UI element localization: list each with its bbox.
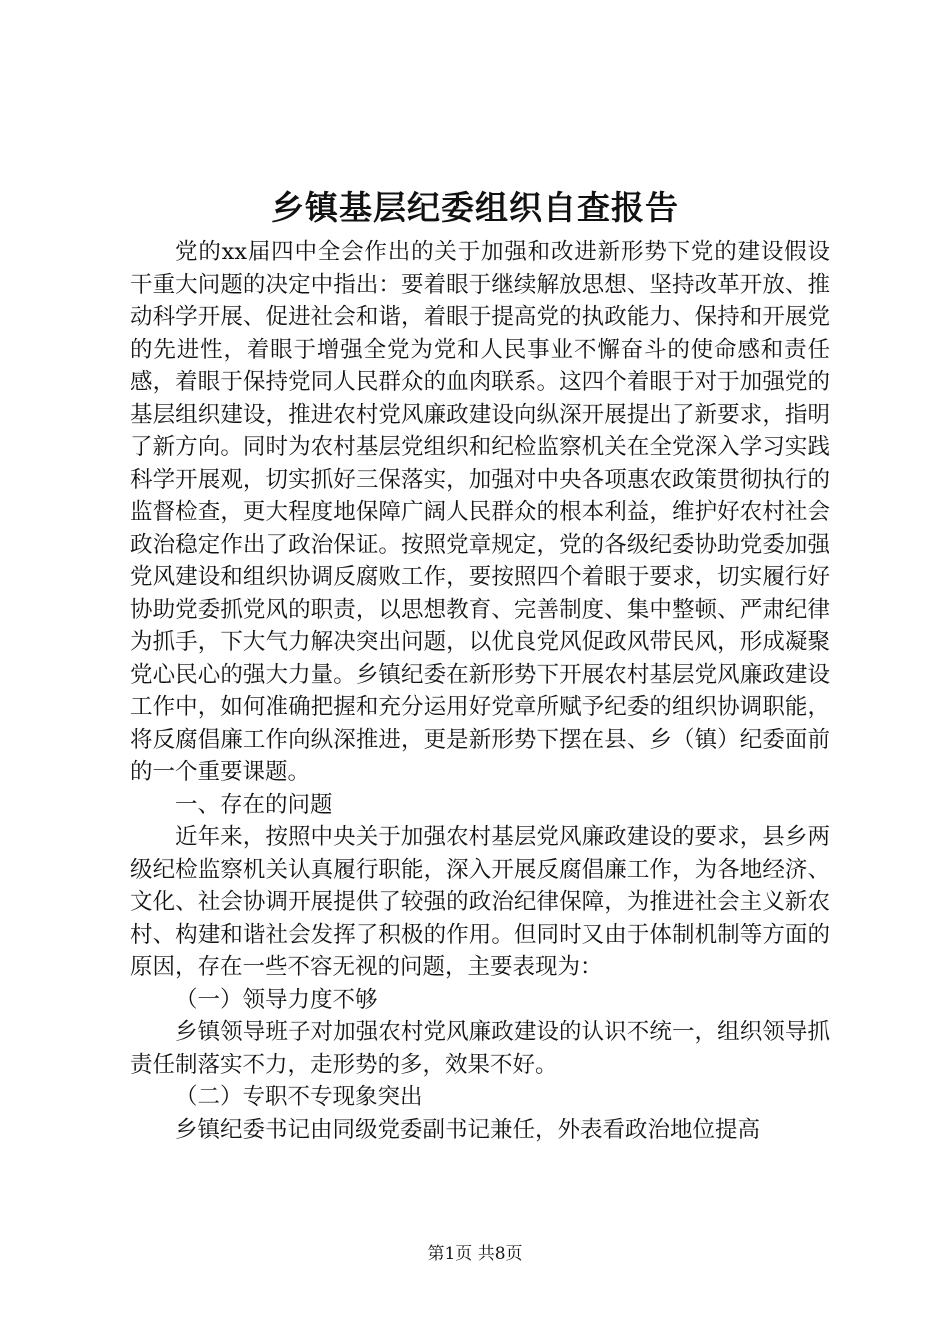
document-body	[130, 236, 830, 1146]
leadership-paragraph: 乡镇领导班子对加强农村党风廉政建设的认识不统一，组织领导抓责任制落实不力，走形势的多，效果不好。	[130, 1019, 830, 1078]
subheading-leadership: （一）领导力度不够	[175, 986, 378, 1013]
page-footer: 第1页 共8页	[427, 1244, 523, 1264]
problems-paragraph: 近年来，按照中央关于加强农村基层党风廉政建设的要求，县乡两级纪检监察机关认真履行职能，深入开展反腐倡廉工作，为各地经济、文化、社会协调开展提供了较强的政治纪律保障，为推进社会主义新农村、构建和谐社会发挥了积极的作用。但同时又由于体制机制等方面的原因，存在一些不容无视的问题，主要表现为：	[130, 824, 830, 980]
intro-paragraph: 党的xx届四中全会作出的关于加强和改进新形势下党的建设假设干重大问题的决定中指出：要着眼于继续解放思想、坚持改革开放、推动科学开展、促进社会和谐，着眼于提高党的执政能力、保持和开展党的先进性，着眼于增强全党为党和人民事业不懈奋斗的使命感和责任感，着眼于保持党同人民群众的血肉联系。这四个着眼于对于加强党的基层组织建设，推进农村党风廉政建设向纵深开展提出了新要求，指明了新方向。同时为农村基层党组织和纪检监察机关在全党深入学习实践科学开展观，切实抓好三保落实，加强对中央各项惠农政策贯彻执行的监督检查，更大程度地保障广阔人民群众的根本利益，维护好农村社会政治稳定作出了政治保证。按照党章规定，党的各级纪委协助党委加强党风建设和组织协调反腐败工作，要按照四个着眼于要求，切实履行好协助党委抓党风的职责，以思想教育、完善制度、集中整顿、严肃纪律为抓手，下大气力解决突出问题，以优良党风促政风带民风，形成凝聚党心民心的强大力量。乡镇纪委在新形势下开展农村基层党风廉政建设工作中，如何准确把握和充分运用好党章所赋予纪委的组织协调职能，将反腐倡廉工作向纵深推进，更是新形势下摆在县、乡（镇）纪委面前的一个重要课题。	[130, 239, 830, 785]
document-title: 乡镇基层纪委组织自查报告	[271, 188, 679, 227]
subheading-fulltime: （二）专职不专现象突出	[175, 1084, 423, 1110]
fulltime-paragraph: 乡镇纪委书记由同级党委副书记兼任，外表看政治地位提高	[175, 1116, 761, 1143]
section-heading-problems: 一、存在的问题	[175, 791, 333, 818]
